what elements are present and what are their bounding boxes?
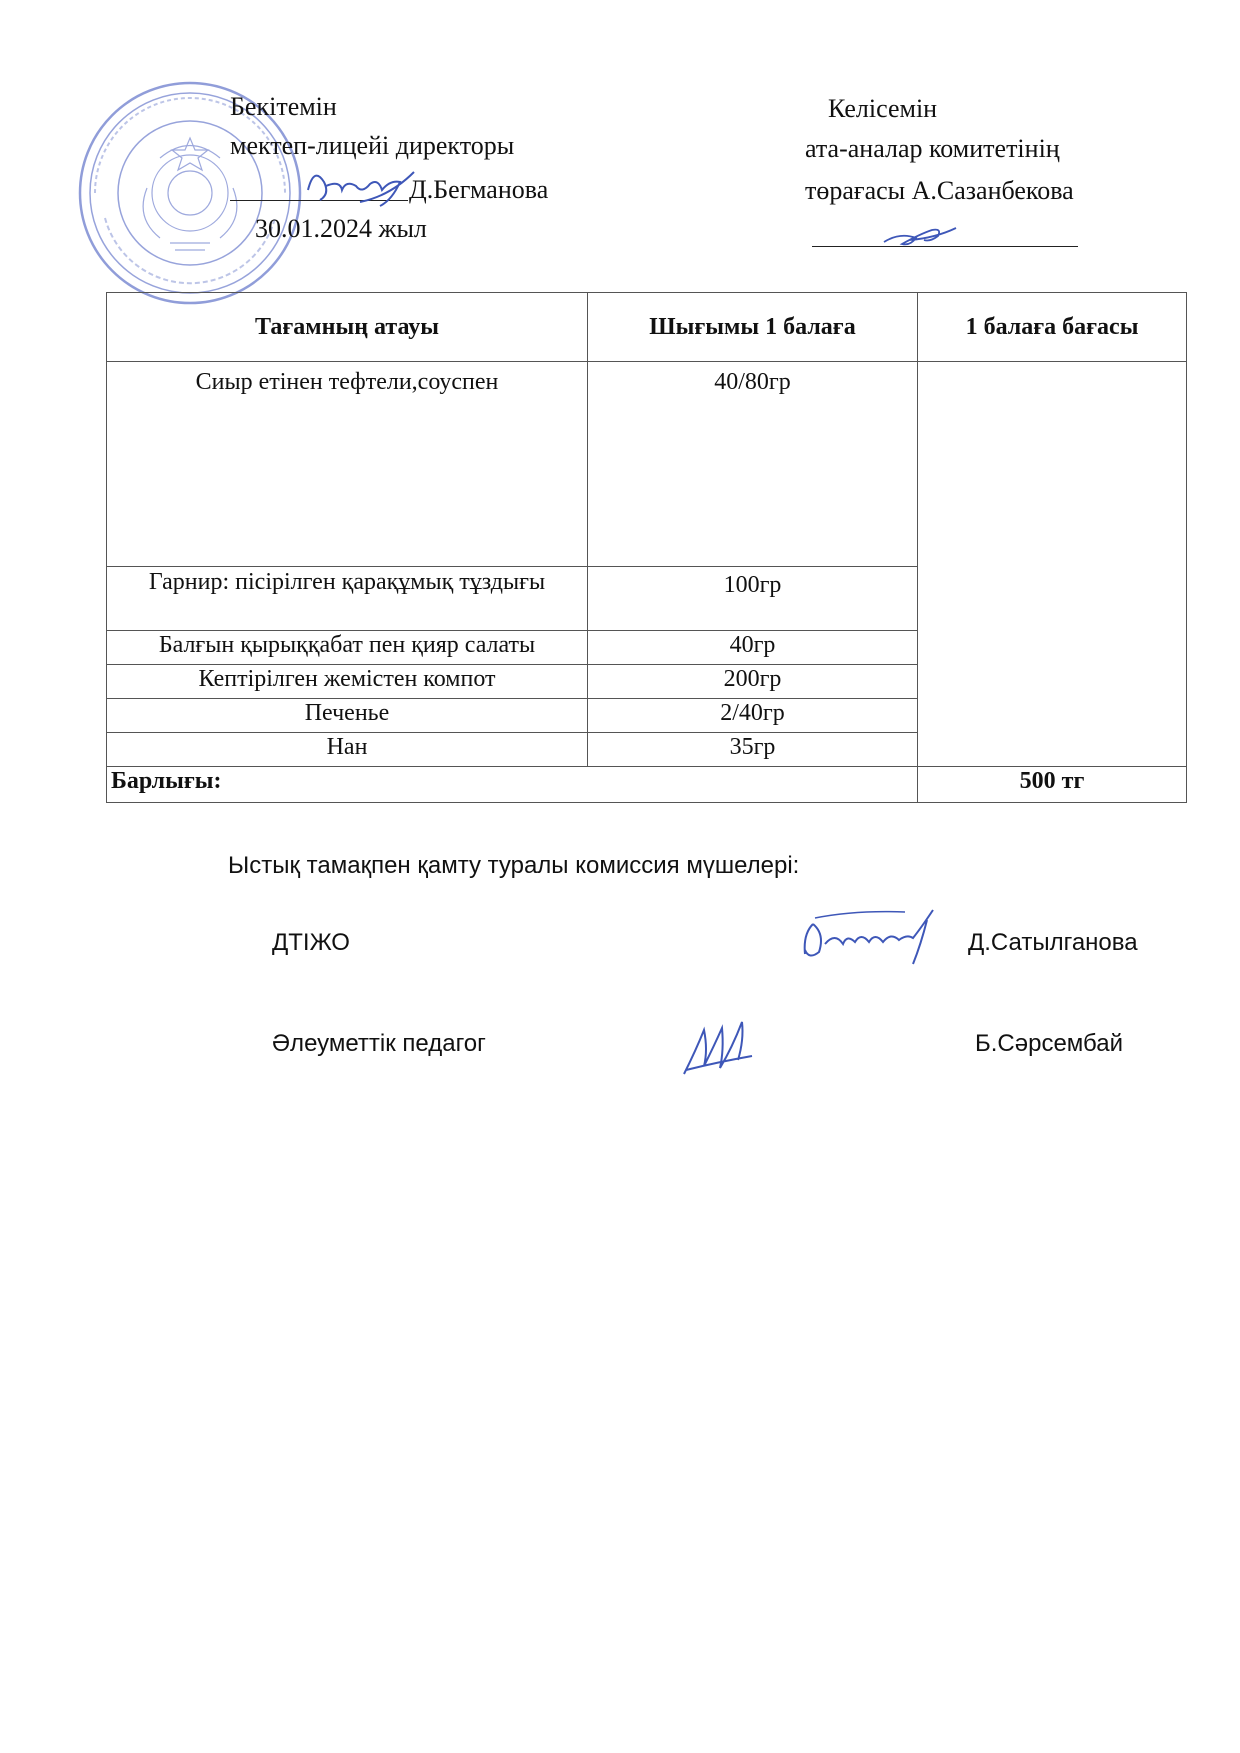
- member-name: Б.Сәрсембай: [975, 1030, 1123, 1057]
- dish-portion: 40/80гр: [588, 362, 918, 567]
- dish-portion: 40гр: [588, 631, 918, 665]
- committee-chair-signature: [880, 222, 960, 252]
- total-value: 500 тг: [918, 767, 1187, 803]
- agreement-heading: Келісемін: [828, 94, 938, 123]
- total-label: Барлығы:: [107, 767, 918, 803]
- member-signature: [795, 904, 945, 974]
- column-header: Шығымы 1 балаға: [588, 293, 918, 362]
- column-header: Тағамның атауы: [107, 293, 588, 362]
- dish-name: Нан: [107, 733, 588, 767]
- approval-date: 30.01.2024 жыл: [255, 214, 427, 243]
- dish-portion: 200гр: [588, 665, 918, 699]
- dish-name: Кептірілген жемістен компот: [107, 665, 588, 699]
- approval-heading: Бекітемін: [230, 92, 337, 121]
- dish-portion: 100гр: [588, 567, 918, 631]
- total-row: [107, 767, 1187, 803]
- dish-name: Балғын қырыққабат пен қияр салаты: [107, 631, 588, 665]
- menu-table: [106, 292, 1187, 803]
- agreement-name: төрағасы А.Сазанбекова: [805, 176, 1074, 205]
- dish-name: Гарнир: пісірілген қарақұмық тұздығы: [107, 567, 588, 631]
- dish-portion: 35гр: [588, 733, 918, 767]
- member-role: Әлеуметтік педагог: [272, 1030, 486, 1057]
- column-header: 1 балаға бағасы: [918, 293, 1187, 362]
- approval-name: Д.Бегманова: [409, 175, 549, 204]
- member-signature: [678, 1010, 758, 1080]
- agreement-role: ата-аналар комитетінің: [805, 134, 1060, 163]
- member-name: Д.Сатылганова: [968, 929, 1138, 956]
- table-row: [107, 362, 1187, 567]
- dish-name: Печенье: [107, 699, 588, 733]
- member-role: ДТІЖО: [272, 929, 350, 956]
- dish-portion: 2/40гр: [588, 699, 918, 733]
- commission-title: Ыстық тамақпен қамту туралы комиссия мүшелері:: [228, 852, 800, 879]
- table-header-row: [107, 293, 1187, 362]
- dish-name: Сиыр етінен тефтели,соуспен: [107, 362, 588, 567]
- director-signature: [300, 160, 420, 220]
- price-cell: [918, 362, 1187, 767]
- approval-role: мектеп-лицейі директоры: [230, 131, 515, 160]
